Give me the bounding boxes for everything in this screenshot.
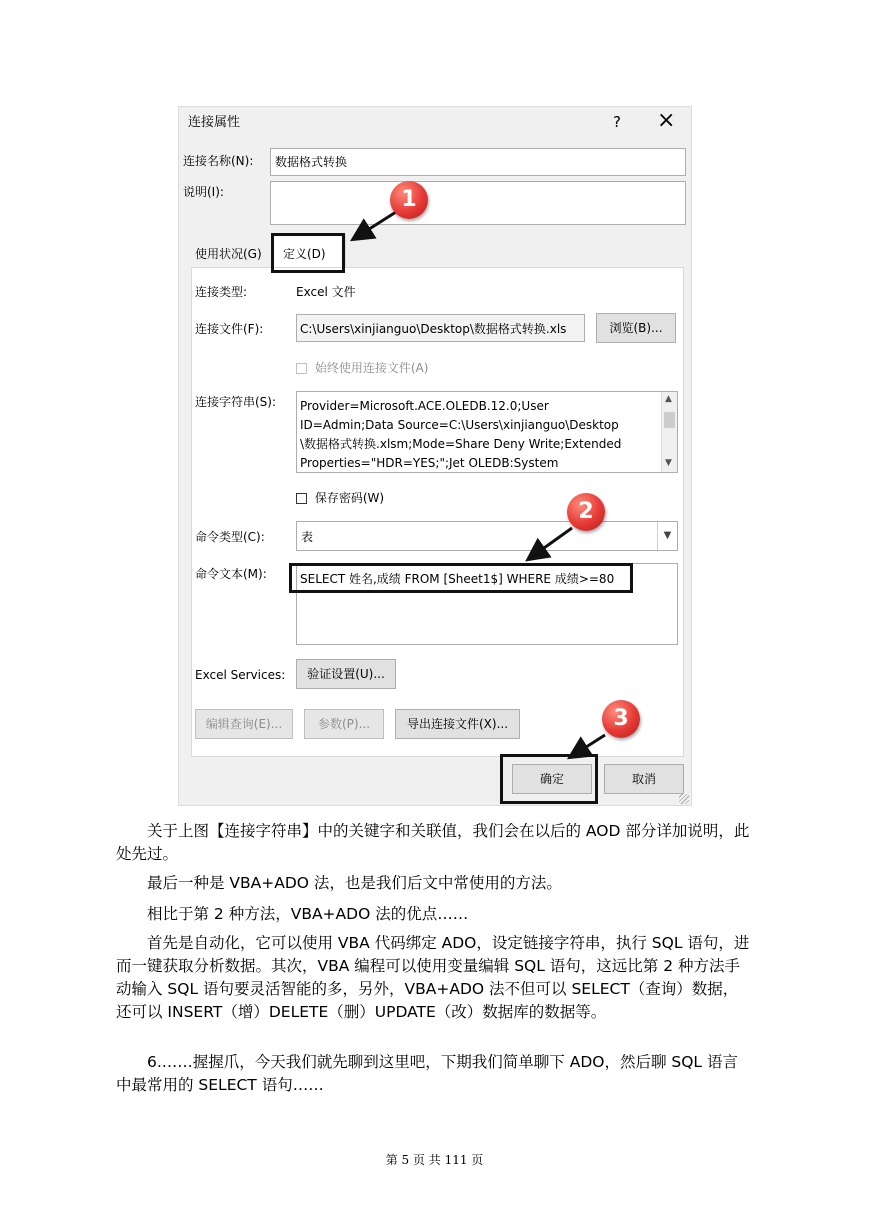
conn-file-label: 连接文件(F):	[195, 322, 264, 336]
connection-name-value: 数据格式转换	[275, 155, 348, 169]
save-password-label: 保存密码(W)	[314, 491, 385, 505]
dialog-title: 连接属性	[188, 115, 241, 130]
cancel-button[interactable]: 取消	[604, 764, 684, 794]
parameters-button[interactable]: 参数(P)...	[304, 709, 384, 739]
command-type-label: 命令类型(C):	[195, 530, 265, 544]
command-type-value: 表	[301, 530, 314, 544]
callout-arrow-1	[355, 212, 396, 238]
tab-usage[interactable]: 使用状况(G)	[195, 247, 262, 261]
conn-string-line: Properties="HDR=YES;";Jet OLEDB:System	[300, 456, 559, 470]
paragraph: 关于上图【连接字符串】中的关键字和关联值，我们会在以后的 AOD 部分详加说明，此处先过。	[116, 822, 750, 863]
callout-arrow-2	[530, 528, 572, 558]
command-text-value: SELECT 姓名,成绩 FROM [Sheet1$] WHERE 成绩>=80	[300, 572, 615, 586]
export-connection-button[interactable]: 导出连接文件(X)...	[395, 709, 520, 739]
page-footer: 第 5 页 共 111 页	[385, 1153, 484, 1167]
callout-3: 3	[602, 700, 640, 738]
callout-arrow-3	[572, 735, 605, 756]
paragraph: 首先是自动化，它可以使用 VBA 代码绑定 ADO，设定链接字符串，执行 SQL 语句，进而一键获取分析数据。其次，VBA 编程可以使用变量编辑 SQL 语句，这远比第 2 种方法手动输入 SQL 语句要灵活智能的多，另外，VBA+ADO 法不但可以 SELECT（查询）数据，还可以 INSERT（增）DELETE（删）UPDATE（改）数据库的数据等。	[116, 934, 750, 1021]
scroll-down-icon[interactable]: ▼	[665, 458, 672, 468]
paragraph: 6.……握握爪，今天我们就先聊到这里吧，下期我们简单聊下 ADO，然后聊 SQL 语言中最常用的 SELECT 语句……	[116, 1053, 738, 1094]
help-button[interactable]: ?	[613, 113, 621, 131]
conn-string-label: 连接字符串(S):	[195, 395, 277, 409]
scroll-up-icon[interactable]: ▲	[665, 394, 672, 404]
conn-string-line: ID=Admin;Data Source=C:\Users\xinjianguo\Desktop	[300, 418, 619, 432]
browse-button[interactable]: 浏览(B)...	[596, 313, 676, 343]
paragraph: 相比于第 2 种方法，VBA+ADO 法的优点……	[147, 905, 469, 923]
callout-2: 2	[567, 493, 605, 531]
excel-services-label: Excel Services:	[195, 668, 286, 682]
connection-name-label: 连接名称(N):	[183, 154, 254, 168]
command-text-label: 命令文本(M):	[195, 567, 267, 581]
conn-type-label: 连接类型:	[195, 285, 248, 299]
chevron-down-icon[interactable]: ▼	[657, 522, 677, 550]
conn-string-line: Provider=Microsoft.ACE.OLEDB.12.0;User	[300, 399, 549, 413]
tab-definition-label: 定义(D)	[283, 247, 326, 261]
conn-file-value: C:\Users\xinjianguo\Desktop\数据格式转换.xls	[300, 322, 567, 336]
always-use-label: 始终使用连接文件(A)	[314, 361, 429, 375]
callout-1: 1	[390, 181, 428, 219]
close-button[interactable]: ×	[657, 108, 676, 133]
edit-query-button[interactable]: 编辑查询(E)...	[195, 709, 293, 739]
conn-type-value: Excel 文件	[296, 285, 356, 299]
paragraph: 最后一种是 VBA+ADO 法，也是我们后文中常使用的方法。	[147, 874, 562, 892]
conn-string-line: \数据格式转换.xlsm;Mode=Share Deny Write;Extended	[300, 437, 622, 451]
auth-settings-button[interactable]: 验证设置(U)...	[296, 659, 396, 689]
ok-button[interactable]: 确定	[512, 764, 592, 794]
description-label: 说明(I):	[183, 185, 224, 199]
